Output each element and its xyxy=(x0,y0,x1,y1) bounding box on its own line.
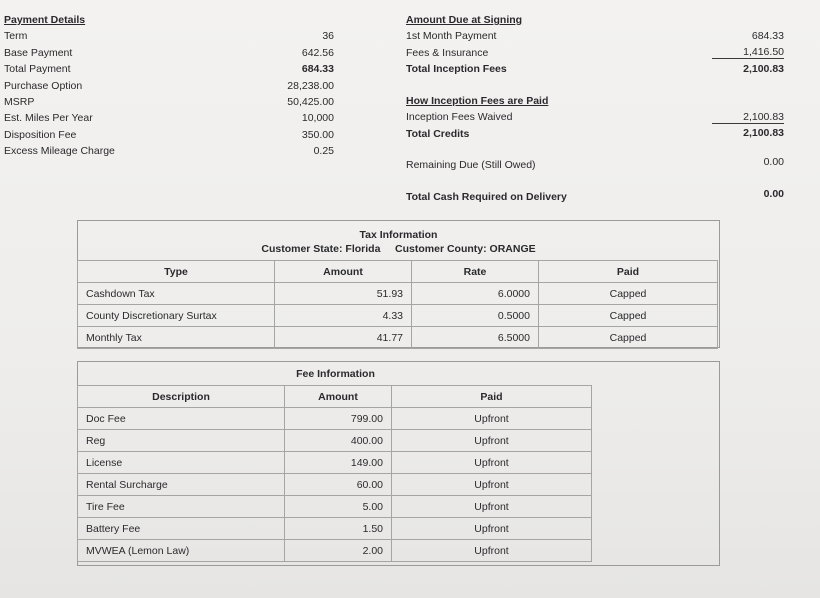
fee-table xyxy=(77,385,592,562)
payment-value: 36 xyxy=(322,30,334,43)
fees-waived-value: 2,100.83 xyxy=(743,111,784,123)
customer-county-label: Customer County: xyxy=(395,243,487,255)
customer-state-label: Customer State: xyxy=(261,243,343,255)
total-credits-value: 2,100.83 xyxy=(743,127,784,140)
fee-paid: Upfront xyxy=(392,518,592,540)
payment-label: Excess Mileage Charge xyxy=(4,145,115,158)
total-credits-label: Total Credits xyxy=(406,127,470,140)
total-inception-label: Total Inception Fees xyxy=(406,63,507,76)
tax-amount: 51.93 xyxy=(275,283,412,305)
payment-label: Disposition Fee xyxy=(4,128,77,141)
tax-amount: 41.77 xyxy=(275,327,412,349)
customer-county: ORANGE xyxy=(489,243,536,255)
fee-header-description: Description xyxy=(78,386,285,408)
tax-paid: Capped xyxy=(539,283,718,305)
payment-label: Base Payment xyxy=(4,46,73,59)
fee-header-paid: Paid xyxy=(392,386,592,408)
fee-information-title: Fee Information xyxy=(296,368,375,380)
payment-value: 350.00 xyxy=(301,128,334,141)
payment-label: Total Payment xyxy=(4,63,71,76)
fee-header-row xyxy=(78,386,592,408)
tax-header-amount: Amount xyxy=(275,261,412,283)
payment-value: 50,425.00 xyxy=(287,96,334,109)
table-row xyxy=(78,305,718,327)
payment-label: MSRP xyxy=(4,96,35,109)
payment-value: 684.33 xyxy=(301,63,334,76)
tax-paid: Capped xyxy=(539,305,718,327)
fee-description: Battery Fee xyxy=(78,518,285,540)
tax-table xyxy=(77,260,718,349)
tax-type: Cashdown Tax xyxy=(78,283,275,305)
fee-header-amount: Amount xyxy=(285,386,392,408)
fee-amount: 2.00 xyxy=(285,540,392,562)
table-row xyxy=(78,430,592,452)
tax-header-paid: Paid xyxy=(539,261,718,283)
table-row xyxy=(78,474,592,496)
payment-details-heading: Payment Details xyxy=(4,14,86,26)
fee-description: Reg xyxy=(78,430,285,452)
table-row xyxy=(78,540,592,562)
table-row xyxy=(78,518,592,540)
inception-paid-heading: How Inception Fees are Paid xyxy=(406,95,549,107)
amount-due-values xyxy=(700,28,784,77)
first-month-value: 684.33 xyxy=(751,30,784,42)
table-row xyxy=(78,496,592,518)
table-row xyxy=(78,283,718,305)
payment-value: 28,238.00 xyxy=(287,79,334,92)
payment-details-labels xyxy=(4,12,115,160)
fee-description: Tire Fee xyxy=(78,496,285,518)
table-row xyxy=(78,452,592,474)
payment-label: Term xyxy=(4,30,28,43)
fee-paid: Upfront xyxy=(392,474,592,496)
payment-label: Purchase Option xyxy=(4,79,83,92)
fee-description: Rental Surcharge xyxy=(78,474,285,496)
fees-insurance-label: Fees & Insurance xyxy=(406,46,489,59)
total-cash-value: 0.00 xyxy=(763,188,784,200)
fee-amount: 400.00 xyxy=(285,430,392,452)
remaining-due-label: Remaining Due (Still Owed) xyxy=(406,159,536,171)
fee-description: Doc Fee xyxy=(78,408,285,430)
tax-information-box xyxy=(77,220,720,348)
table-row xyxy=(78,327,718,349)
inception-paid-labels xyxy=(406,93,548,142)
fee-amount: 1.50 xyxy=(285,518,392,540)
tax-type: County Discretionary Surtax xyxy=(78,305,275,327)
amount-due-labels xyxy=(406,12,522,78)
tax-rate: 6.0000 xyxy=(412,283,539,305)
sum-divider xyxy=(712,58,784,59)
tax-amount: 4.33 xyxy=(275,305,412,327)
tax-header-rate: Rate xyxy=(412,261,539,283)
fee-paid: Upfront xyxy=(392,430,592,452)
payment-label: Est. Miles Per Year xyxy=(4,112,93,125)
inception-paid-values xyxy=(700,109,784,142)
sum-divider xyxy=(712,123,784,124)
fee-amount: 5.00 xyxy=(285,496,392,518)
payment-details-values xyxy=(262,12,334,160)
fee-information-box xyxy=(77,361,720,566)
tax-information-title: Tax Information xyxy=(359,229,438,241)
fee-amount: 60.00 xyxy=(285,474,392,496)
fee-amount: 799.00 xyxy=(285,408,392,430)
fee-paid: Upfront xyxy=(392,540,592,562)
fees-waived-label: Inception Fees Waived xyxy=(406,111,513,124)
table-row xyxy=(78,408,592,430)
fee-description: License xyxy=(78,452,285,474)
tax-header-row xyxy=(78,261,718,283)
tax-type: Monthly Tax xyxy=(78,327,275,349)
total-cash-label: Total Cash Required on Delivery xyxy=(406,191,567,203)
tax-paid: Capped xyxy=(539,327,718,349)
fee-description: MVWEA (Lemon Law) xyxy=(78,540,285,562)
fee-paid: Upfront xyxy=(392,452,592,474)
remaining-due-value: 0.00 xyxy=(763,156,784,168)
fee-amount: 149.00 xyxy=(285,452,392,474)
first-month-label: 1st Month Payment xyxy=(406,30,497,43)
payment-value: 642.56 xyxy=(301,46,334,59)
tax-header-type: Type xyxy=(78,261,275,283)
customer-state: Florida xyxy=(345,243,381,255)
tax-rate: 0.5000 xyxy=(412,305,539,327)
fee-paid: Upfront xyxy=(392,496,592,518)
customer-location xyxy=(78,242,719,260)
tax-rate: 6.5000 xyxy=(412,327,539,349)
fees-insurance-value: 1,416.50 xyxy=(743,46,784,59)
amount-due-heading: Amount Due at Signing xyxy=(406,14,523,26)
total-inception-value: 2,100.83 xyxy=(743,62,784,75)
payment-value: 10,000 xyxy=(301,112,334,125)
payment-value: 0.25 xyxy=(313,145,334,158)
fee-paid: Upfront xyxy=(392,408,592,430)
